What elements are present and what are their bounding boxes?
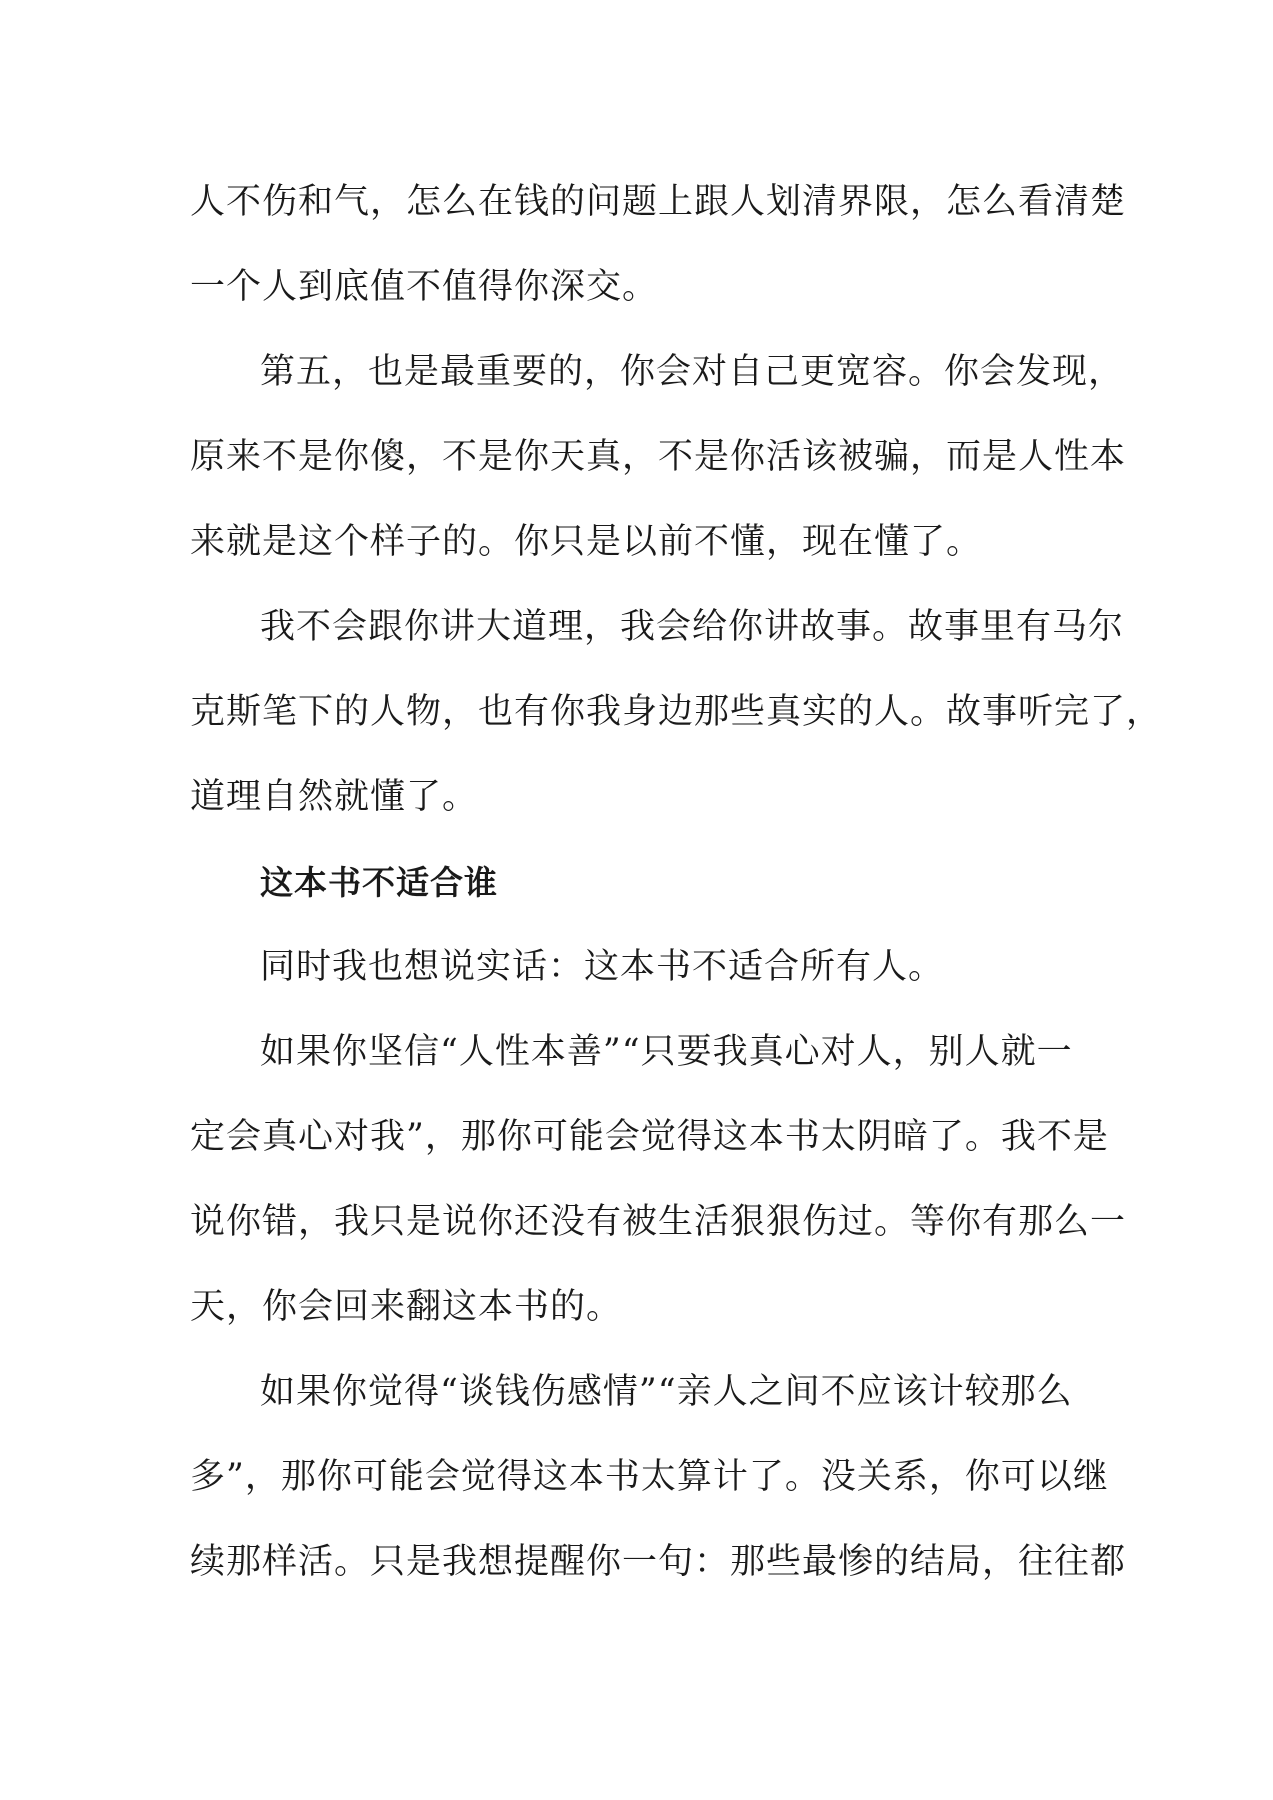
paragraph-stories — [190, 585, 1163, 840]
paragraph-continuation — [190, 160, 1127, 330]
text-line: 天，你会回来翻这本书的。 — [190, 1287, 623, 1327]
text-line: 说你错，我只是说你还没有被生活狠狠伤过。等你有那么一 — [190, 1202, 1127, 1242]
text-line: 我不会跟你讲大道理，我会给你讲故事。故事里有马尔 — [260, 607, 1125, 647]
paragraph-kindness — [190, 1010, 1127, 1350]
text-line: 人不伤和气，怎么在钱的问题上跟人划清界限，怎么看清楚 — [190, 182, 1127, 222]
text-line: 道理自然就懂了。 — [190, 777, 479, 817]
section-heading — [190, 840, 1083, 925]
text-line: 同时我也想说实话：这本书不适合所有人。 — [260, 947, 945, 987]
paragraph-money — [190, 1350, 1127, 1605]
text-line: 原来不是你傻，不是你天真，不是你活该被骗，而是人性本 — [190, 437, 1127, 477]
text-line: 克斯笔下的人物，也有你我身边那些真实的人。故事听完了， — [190, 692, 1163, 732]
text-line: 续那样活。只是我想提醒你一句：那些最惨的结局，往往都 — [190, 1542, 1127, 1582]
document-page — [190, 160, 1163, 1605]
text-line: 一个人到底值不值得你深交。 — [190, 267, 659, 307]
text-line: 定会真心对我”，那你可能会觉得这本书太阴暗了。我不是 — [190, 1117, 1109, 1157]
heading-text: 这本书不适合谁 — [260, 863, 498, 902]
text-line: 第五，也是最重要的，你会对自己更宽容。你会发现， — [260, 352, 1125, 392]
text-line: 来就是这个样子的。你只是以前不懂，现在懂了。 — [190, 522, 983, 562]
text-line: 如果你坚信“人性本善”“只要我真心对人，别人就一 — [260, 1032, 1073, 1072]
paragraph-honesty — [190, 925, 1083, 1010]
paragraph-fifth-point — [190, 330, 1127, 585]
text-line: 如果你觉得“谈钱伤感情”“亲人之间不应该计较那么 — [260, 1372, 1073, 1412]
text-line: 多”，那你可能会觉得这本书太算计了。没关系，你可以继 — [190, 1457, 1109, 1497]
